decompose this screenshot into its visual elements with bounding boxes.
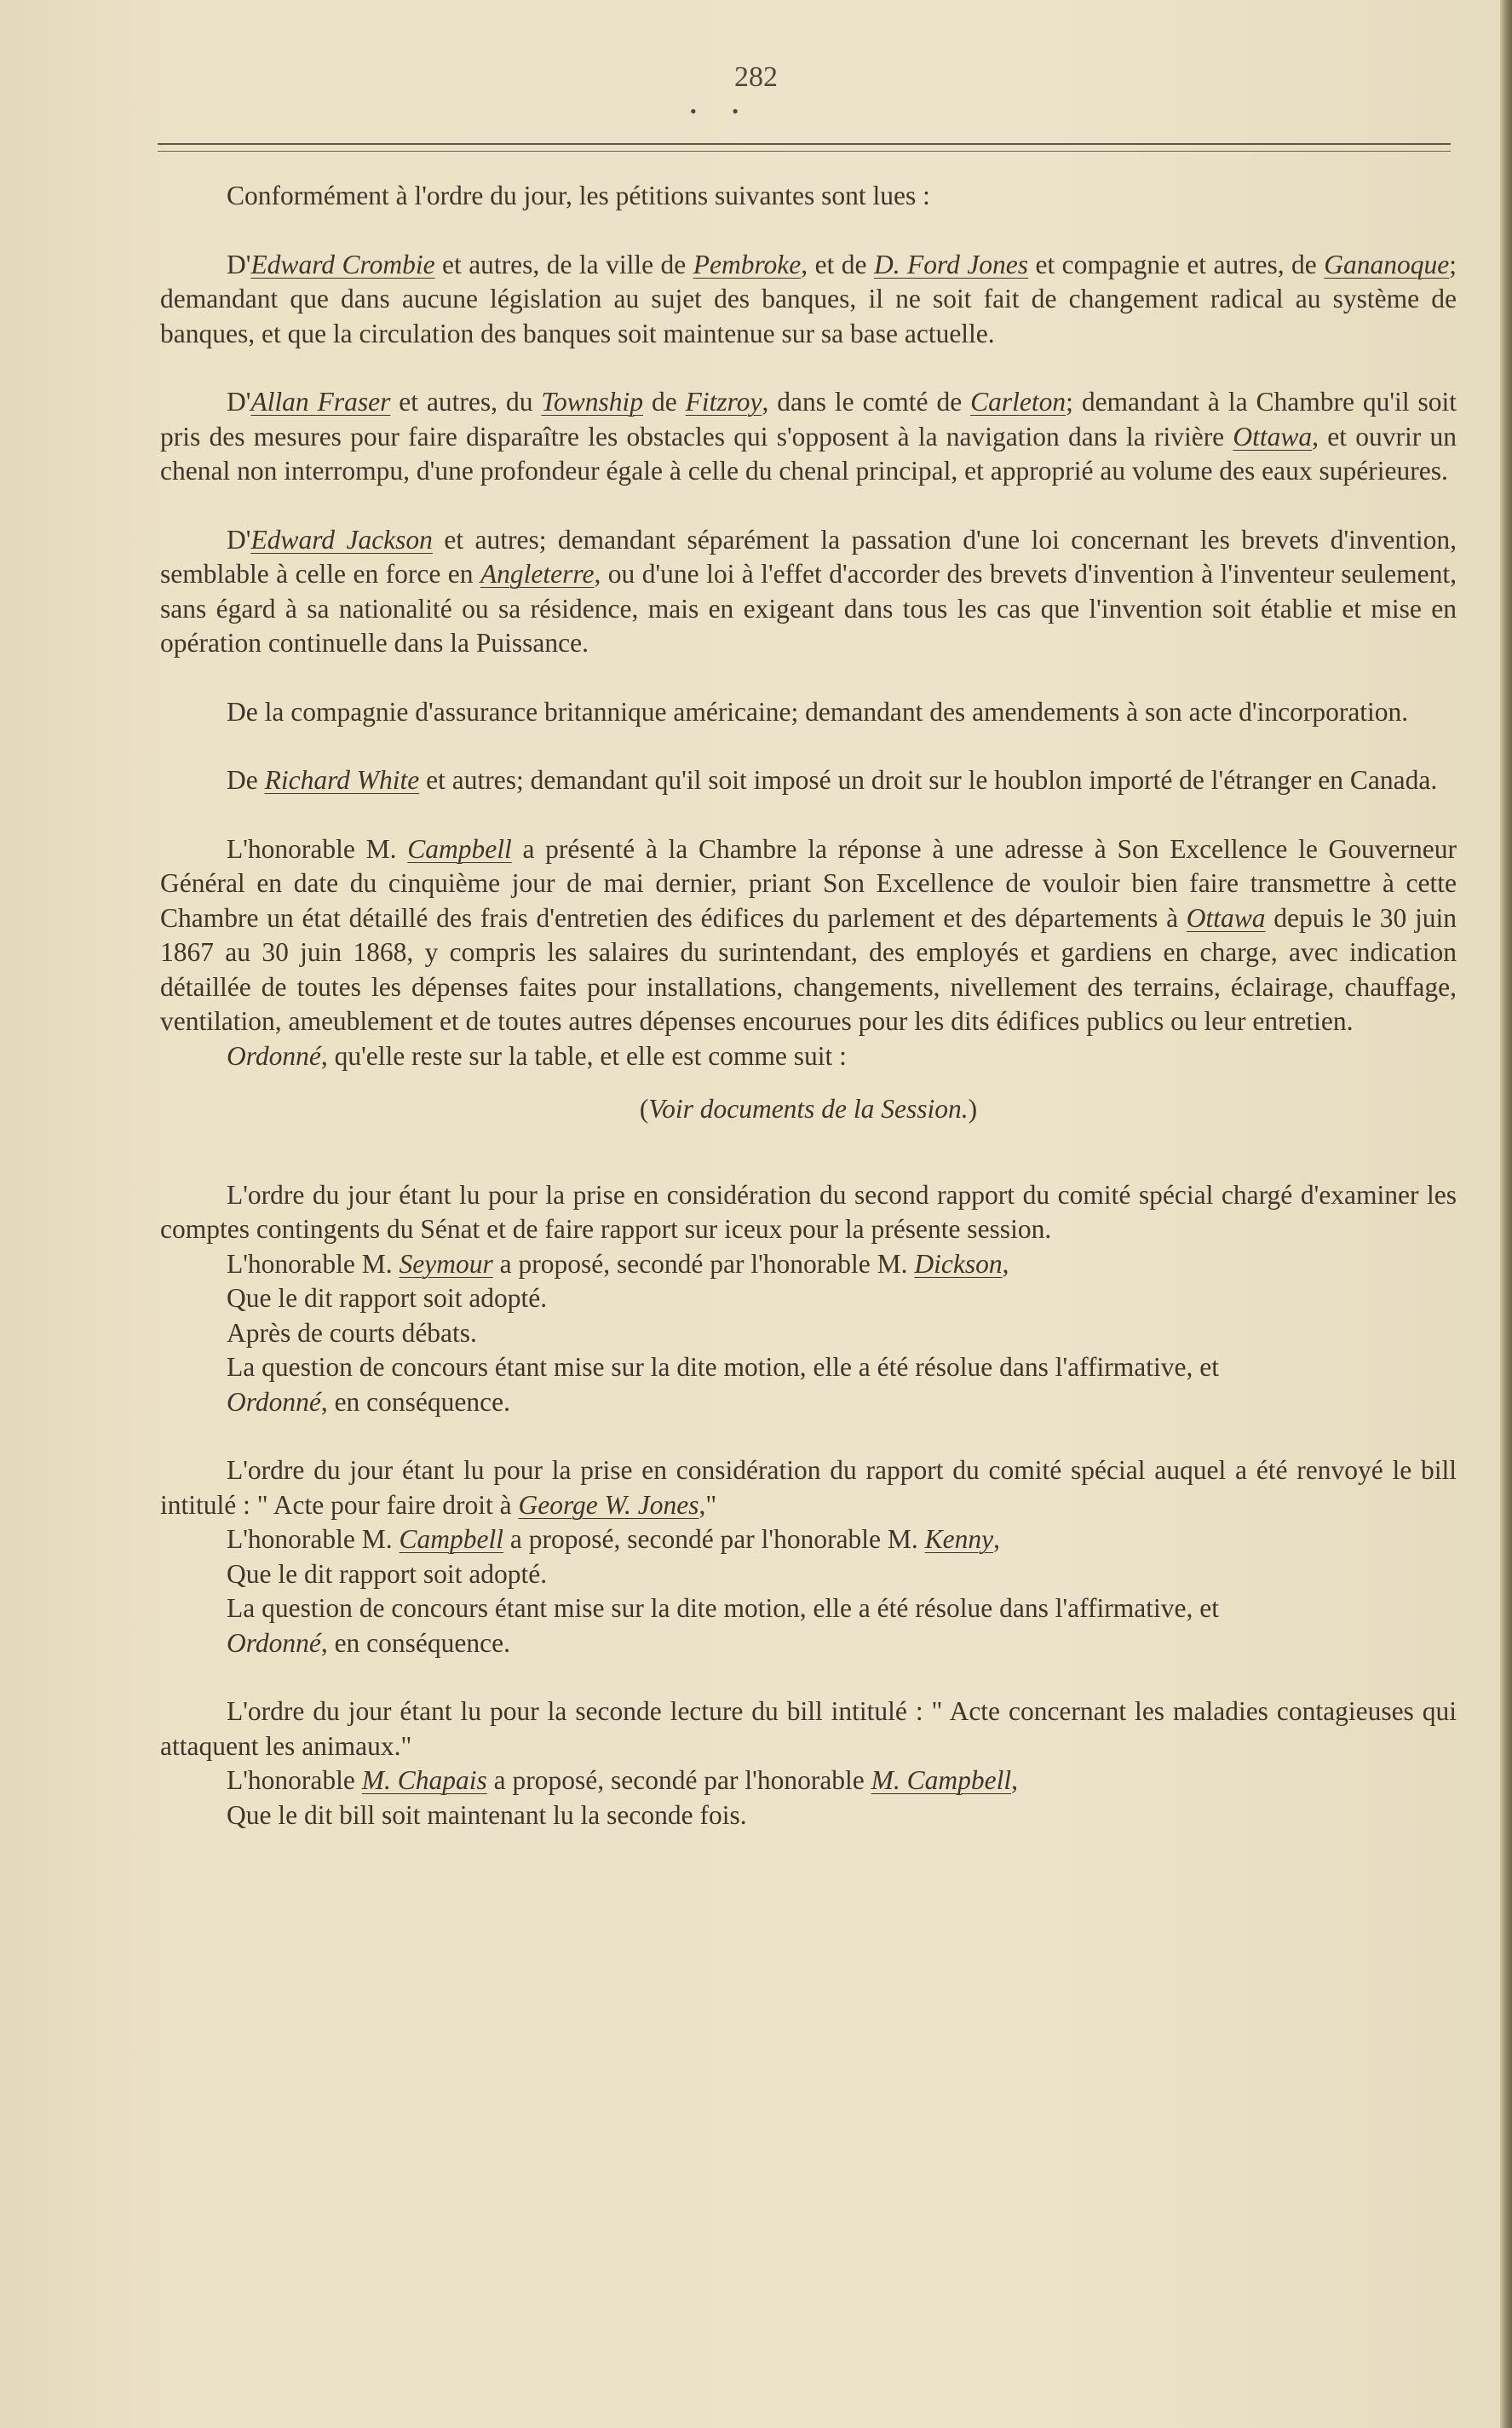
header-rule-thin bbox=[158, 151, 1451, 152]
second-report-motion: L'honorable M. Seymour a proposé, secondé par l'honorable M. Dickson, bbox=[227, 1248, 1009, 1279]
petition-jackson: D'Edward Jackson et autres; demandant séparément la passation d'une loi concernant les brevets d'invention, semblable à celle en force en Angleterre, ou d'une loi à l'effet d'accorder des brevets d'invention à l'inventeur seulement, sans égard à sa nationalité ou sa résidence, mais en exigeant dans tous les cas que l'invention soit établie et mise en opération continuelle dans la Puissance. bbox=[160, 524, 1457, 658]
ordered-on-table: Ordonné, qu'elle reste sur la table, et elle est comme suit : bbox=[227, 1040, 847, 1071]
petition-crombie: D'Edward Crombie et autres, de la ville de Pembroke, et de D. Ford Jones et compagnie et autres, de Gananoque; demandant que dans aucune législation au sujet des banques, il ne soit fait de changement radical au système de banques, et que la circulation des banques soit maintenue sur sa base actuelle. bbox=[160, 249, 1457, 348]
jones-report-adopt: Que le dit rapport soit adopté. bbox=[227, 1558, 548, 1589]
contagious-bill-motion: L'honorable M. Chapais a proposé, secondé par l'honorable M. Campbell, bbox=[227, 1765, 1019, 1795]
petition-white: De Richard White et autres; demandant qu'il soit imposé un droit sur le houblon importé de l'étranger en Canada. bbox=[227, 765, 1438, 795]
contagious-bill-second-reading: Que le dit bill soit maintenant lu la seconde fois. bbox=[227, 1799, 747, 1830]
contagious-bill-intro: L'ordre du jour étant lu pour la seconde lecture du bill intitulé : " Acte concernant les maladies contagieuses qui attaquent les animaux." bbox=[160, 1696, 1457, 1761]
header-rule bbox=[158, 143, 1451, 145]
second-report-debate: Après de courts débats. bbox=[227, 1317, 477, 1348]
page-edge bbox=[1500, 0, 1512, 2428]
campbell-address-return: L'honorable M. Campbell a présenté à la Chambre la réponse à une adresse à Son Excellence le Gouverneur Général en date du cinquième jour de mai dernier, priant Son Excellence de vouloir bien faire transmettre à cette Chambre un état détaillé des frais d'entretien des édifices du parlement et des départements à Ottawa depuis le 30 juin 1867 au 30 juin 1868, y compris les salaires du surintendant, des employés et gardiens en charge, avec indication détaillée de toutes les dépenses faites pour installations, changements, nivellement des terrains, éclairage, chauffage, ventilation, ameublement et de toutes autres dépenses encourues pour les dits édifices publics ou leur entretien. bbox=[160, 833, 1457, 1036]
jones-report-motion: L'honorable M. Campbell a proposé, secondé par l'honorable M. Kenny, bbox=[227, 1524, 1001, 1554]
jones-report-question: La question de concours étant mise sur la dite motion, elle a été résolue dans l'affirmative, et bbox=[227, 1593, 1219, 1623]
jones-report-ordered: Ordonné, en conséquence. bbox=[227, 1627, 510, 1658]
second-report-intro: L'ordre du jour étant lu pour la prise en considération du second rapport du comité spécial chargé d'examiner les comptes contingents du Sénat et de faire rapport sur iceux pour la présente session. bbox=[160, 1179, 1457, 1244]
header-ornament: • • bbox=[690, 101, 754, 122]
second-report-ordered: Ordonné, en conséquence. bbox=[227, 1386, 510, 1417]
page-number: 282 bbox=[734, 61, 778, 93]
jones-report-intro: L'ordre du jour étant lu pour la prise en considération du rapport du comité spécial auquel a été renvoyé le bill intitulé : " Acte pour faire droit à George W. Jones," bbox=[160, 1455, 1457, 1520]
petition-fraser: D'Allan Fraser et autres, du Township de Fitzroy, dans le comté de Carleton; demandant à la Chambre qu'il soit pris des mesures pour faire disparaître les obstacles qui s'opposent à la navigation dans la rivière Ottawa, et ouvrir un chenal non interrompu, d'une profondeur égale à celle du chenal principal, et approprié au volume des eaux supérieures. bbox=[160, 387, 1457, 486]
document-body bbox=[160, 179, 1457, 1833]
second-report-adopt: Que le dit rapport soit adopté. bbox=[227, 1283, 548, 1313]
petitions-intro: Conformément à l'ordre du jour, les pétitions suivantes sont lues : bbox=[227, 181, 930, 210]
petition-insurance-company: De la compagnie d'assurance britannique américaine; demandant des amendements à son acte d'incorporation. bbox=[227, 696, 1409, 727]
see-session-documents: (Voir documents de la Session.) bbox=[639, 1094, 978, 1124]
second-report-question: La question de concours étant mise sur la dite motion, elle a été résolue dans l'affirmative, et bbox=[227, 1352, 1219, 1382]
